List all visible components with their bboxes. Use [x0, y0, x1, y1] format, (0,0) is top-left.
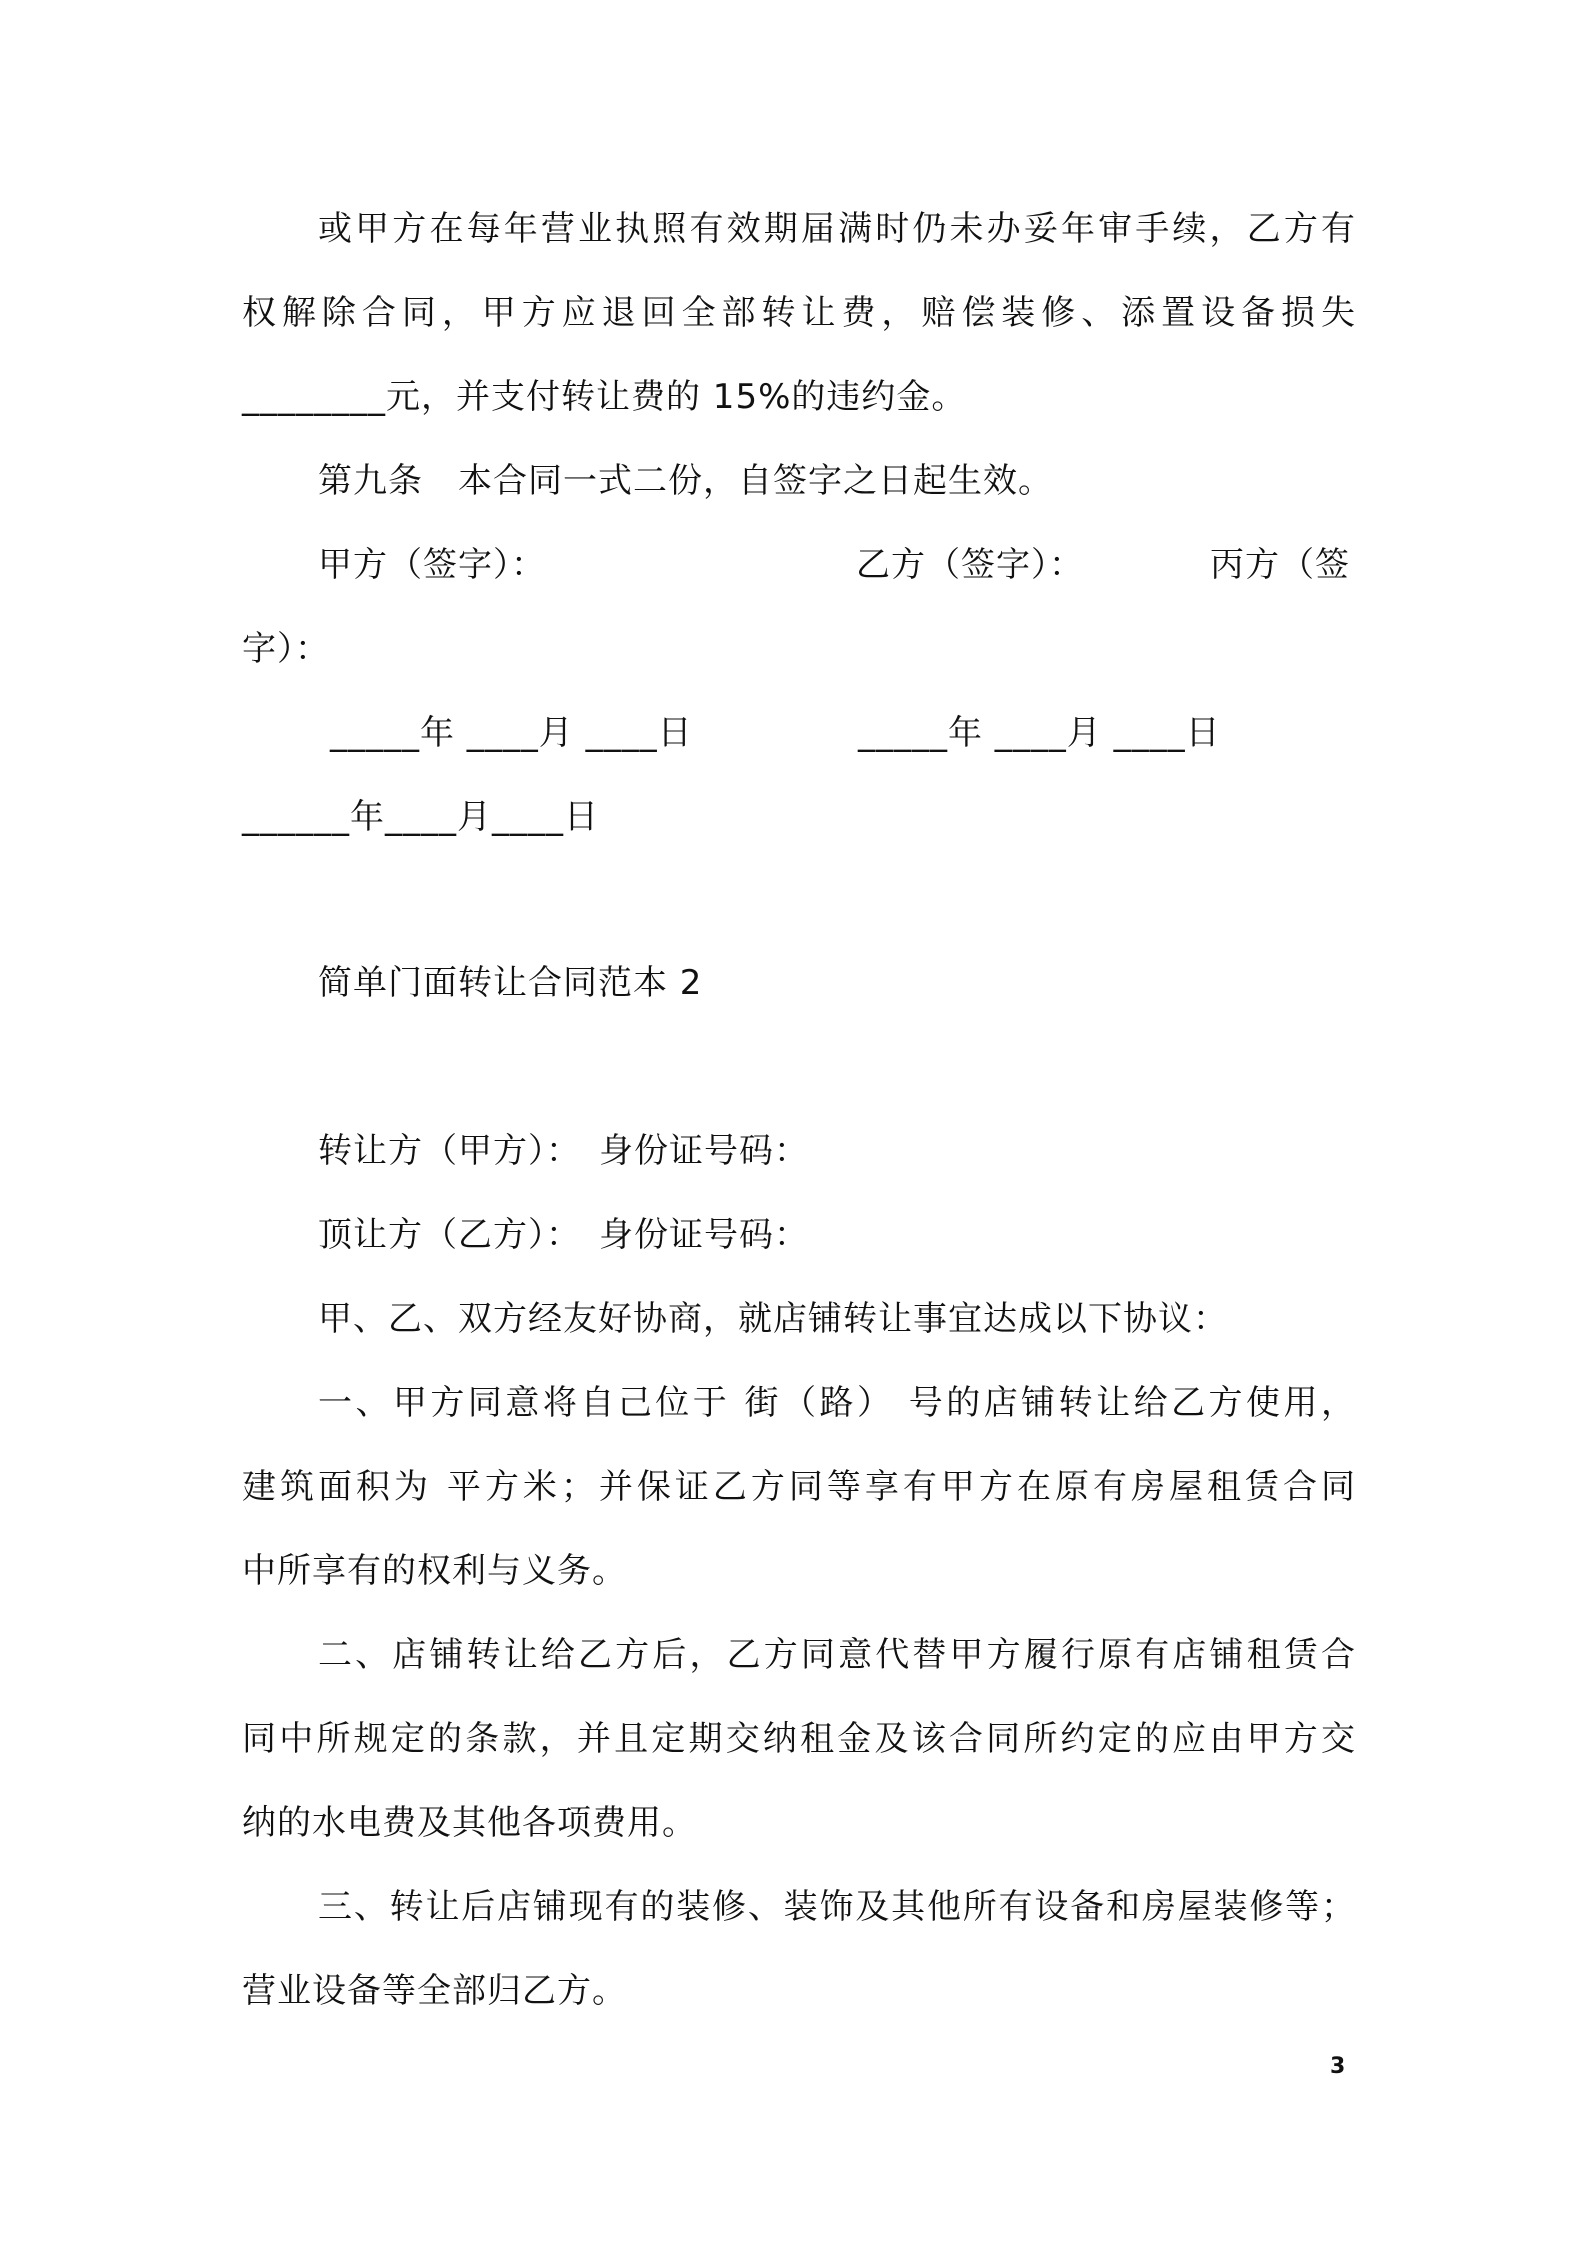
party-c-signature-label-cont: 字）：	[242, 629, 330, 669]
paragraph-line: 同中所规定的条款，并且定期交纳租金及该合同所约定的应由甲方交	[242, 1719, 1356, 1759]
transferor-line: 转让方（甲方）： 身份证号码：	[318, 1131, 809, 1171]
paragraph-line: 纳的水电费及其他各项费用。	[242, 1803, 697, 1843]
paragraph-line: 或甲方在每年营业执照有效期届满时仍未办妥年审手续，乙方有	[318, 209, 1356, 249]
paragraph-line: 三、转让后店铺现有的装修、装饰及其他所有设备和房屋装修等；	[318, 1887, 1356, 1927]
date-line-b: _____年 ____月 ____日	[858, 713, 1221, 753]
date-line-a: _____年 ____月 ____日	[330, 713, 693, 753]
page-number: 3	[1330, 2054, 1346, 2079]
agreement-intro: 甲、乙、双方经友好协商，就店铺转让事宜达成以下协议：	[318, 1299, 1228, 1339]
date-line-c: ______年____月____日	[242, 797, 599, 837]
paragraph-line: 一、甲方同意将自己位于 街（路） 号的店铺转让给乙方使用，	[318, 1383, 1356, 1423]
transferee-line: 顶让方（乙方）： 身份证号码：	[318, 1215, 809, 1255]
paragraph-line: 营业设备等全部归乙方。	[242, 1971, 627, 2011]
paragraph-line: 权解除合同，甲方应退回全部转让费，赔偿装修、添置设备损失	[242, 293, 1356, 333]
paragraph-line: 中所享有的权利与义务。	[242, 1551, 627, 1591]
party-c-signature-label: 丙方（签	[1210, 545, 1350, 585]
party-a-signature-label: 甲方（签字）：	[318, 545, 546, 585]
paragraph-line: 二、店铺转让给乙方后，乙方同意代替甲方履行原有店铺租赁合	[318, 1635, 1356, 1675]
party-b-signature-label: 乙方（签字）：	[856, 545, 1084, 585]
section-title: 简单门面转让合同范本 2	[318, 963, 703, 1003]
clause-nine: 第九条 本合同一式二份，自签字之日起生效。	[318, 461, 1053, 501]
paragraph-line: 建筑面积为 平方米；并保证乙方同等享有甲方在原有房屋租赁合同	[242, 1467, 1356, 1507]
paragraph-line: ________元，并支付转让费的 15%的违约金。	[242, 377, 967, 417]
